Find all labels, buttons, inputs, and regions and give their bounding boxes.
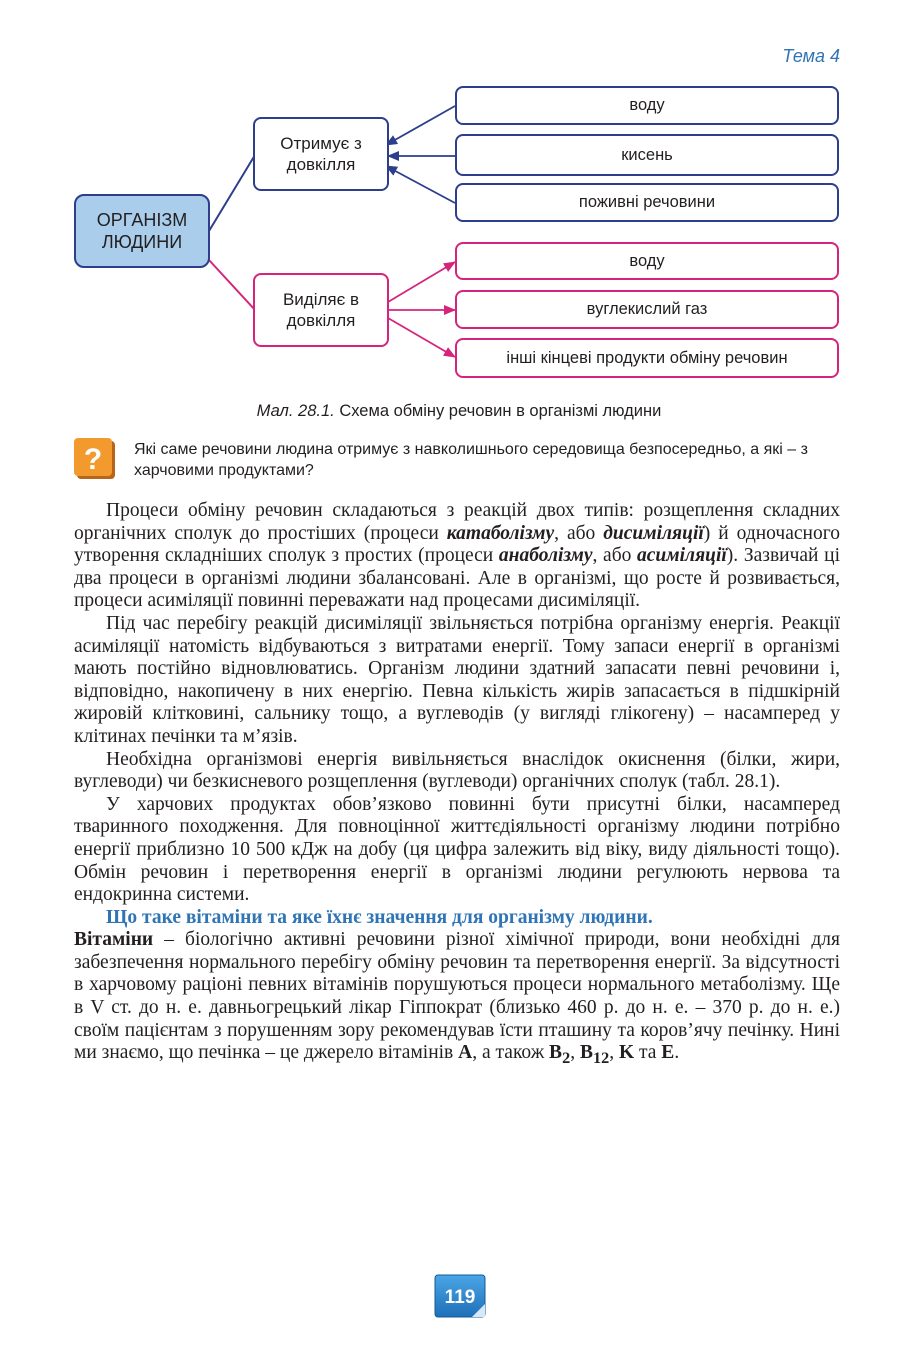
arrow-in (386, 166, 455, 203)
connector-line (209, 260, 255, 310)
excretes-item-water (455, 242, 839, 280)
receives-label: Отримує з довкілля (280, 134, 362, 174)
paragraph: Процеси обміну речовин складаються з реакцій двох типів: розщеплення складних органічних сполук до простіших (процеси катаболізму, або дисиміляції) й одночасного утворення складніших сполук з простих (процеси анаболізму, або асиміляції). Зазвичай ці два процеси в організмі людини збалансовані. Але в організмі, що росте й розвивається, процеси асиміляції повинні переважати над процесами дисиміляції. (74, 500, 840, 612)
connector-line (209, 155, 255, 231)
item-label: інші кінцеві продукти обміну речовин (506, 348, 788, 367)
receives-item-nutrients (455, 183, 839, 222)
term: дисиміляції (603, 522, 704, 544)
arrow-out (388, 318, 455, 357)
excretes-box (253, 273, 389, 347)
excretes-item-co2 (455, 290, 839, 329)
page-number-badge (434, 1274, 486, 1318)
item-label: вуглекислий газ (586, 300, 708, 318)
paragraph: Необхідна організмові енергія вивільняється внаслідок окиснення (білки, жири, вуглеводи) чи безкисневого розщеплення (вуглеводи) органічних сполук (табл. 28.1). (74, 748, 840, 793)
arrow-out (388, 262, 455, 302)
item-label: воду (629, 251, 665, 270)
body-text (74, 500, 840, 1070)
organism-label: ОРГАНІЗМ ЛЮДИНИ (96, 210, 188, 252)
term: Вітаміни (74, 929, 154, 951)
term: анаболізму (498, 545, 593, 567)
page-number: 119 (444, 1287, 476, 1308)
question-mark-icon (74, 438, 116, 480)
arrow-in (386, 106, 455, 145)
item-label: воду (629, 96, 665, 114)
section-heading: Що таке вітаміни та яке їхнє значення для організму людини. (106, 906, 653, 928)
figure-caption (0, 402, 918, 421)
paragraph: Під час перебігу реакцій дисиміляції звільняється потрібна організму енергія. Реакції асиміляції натомість відбуваються з витратами енергії. Тому запаси енергії в організмі мають постійно відновлюватись. Організм людини здатний запасати певні речовини і, відповідно, накопичену в них енергію. Певна кількість жирів запасається в підшкірній жировій клітковині, сальнику тощо, а вуглеводів (у вигляді глікогену) – насамперед у клітинах печінки та м’язів. (74, 612, 840, 747)
receives-item-oxygen (455, 134, 839, 176)
organism-box (74, 194, 210, 268)
paragraph: У харчових продуктах обов’язково повинні бути присутні білки, насамперед тваринного походження. Для повноцінної життєдіяльності організму людини потрібно енергії приблизно 10 500 кДж на добу (ця цифра залежить від віку, виду діяльності тощо). Обмін речовин і перетворення енергії в організмі людини регулюють нервова та ендокринна системи. (74, 793, 840, 906)
item-label: кисень (621, 145, 673, 164)
item-label: поживні речовини (578, 193, 716, 211)
paragraph: Вітаміни – біологічно активні речовини різної хімічної природи, вони необхідні для забезпечення нормального перебігу обміну речовин та перетворення енергії. За відсутності в харчовому раціоні певних вітамінів порушуються процеси нормального метаболізму. Ще в V ст. до н. е. давньогрецький лікар Гіппократ (близько 460 р. до н. е. – 370 р. до н. е.) своїм пацієнтам з порушенням зору рекомендував їсти пташину та коров’ячу печінку. Нині ми знаємо, що печінка – це джерело вітамінів A, а також $B_2$, $B_{12}$, K та E. (74, 929, 840, 1068)
term: катаболізму (446, 522, 555, 544)
question-text: Які саме речовини людина отримує з навколишнього середовища безпосередньо, а які – з харчовими продуктами? (134, 441, 808, 479)
caption-text: Схема обміну речовин в організмі людини (339, 402, 662, 420)
caption-label: Мал. 28.1. (256, 402, 335, 420)
excretes-item-other (455, 338, 839, 378)
excretes-label: Виділяє в довкілля (282, 290, 360, 330)
receives-box (253, 117, 389, 191)
svg-text:?: ? (83, 443, 103, 476)
term: асиміляції (637, 545, 727, 567)
receives-item-water (455, 86, 839, 125)
topic-label: Тема 4 (782, 46, 840, 66)
